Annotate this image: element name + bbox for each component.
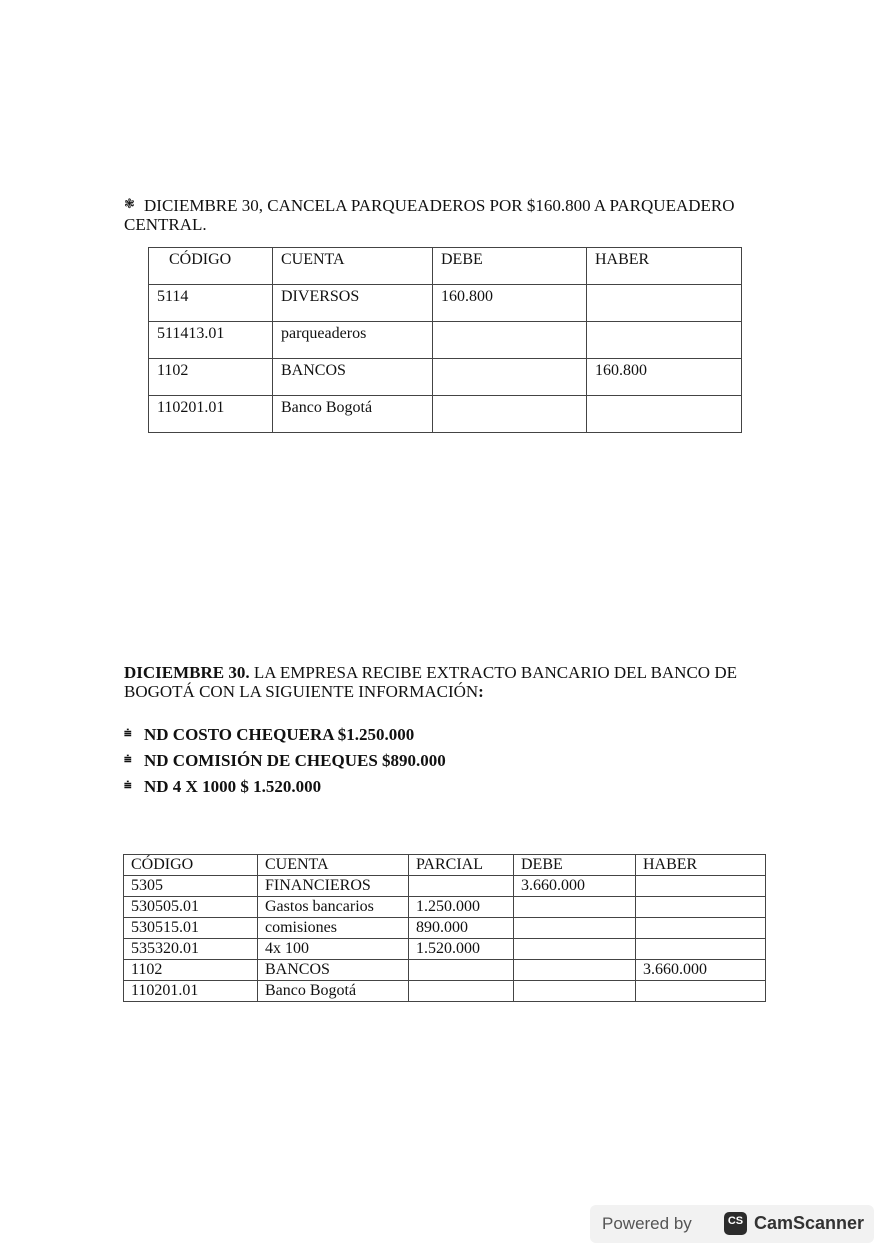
cell-cuenta: Banco Bogotá (258, 981, 409, 1002)
cell-debe: 3.660.000 (514, 876, 636, 897)
cell-haber (587, 322, 742, 359)
cell-cuenta: parqueaderos (273, 322, 433, 359)
bullet-item (124, 775, 321, 796)
table-row (124, 981, 766, 1002)
entry1-heading (124, 194, 784, 234)
bullet-marker-icon: ⩧ (124, 777, 132, 792)
cell-cuenta: comisiones (258, 918, 409, 939)
bullet-text: ND 4 X 1000 $ 1.520.000 (144, 777, 322, 796)
cell-parcial: 890.000 (409, 918, 514, 939)
table-row (149, 322, 742, 359)
powered-by-label: Powered by (602, 1214, 692, 1233)
cell-cuenta: BANCOS (273, 359, 433, 396)
cell-parcial (409, 981, 514, 1002)
cell-debe (514, 939, 636, 960)
cell-codigo: 5114 (149, 285, 273, 322)
cell-codigo: 110201.01 (149, 396, 273, 433)
table-row (124, 876, 766, 897)
cell-codigo: 1102 (124, 960, 258, 981)
cell-debe (433, 396, 587, 433)
header-cuenta: CUENTA (258, 855, 409, 876)
table-row (149, 285, 742, 322)
table-header-row (149, 248, 742, 285)
header-codigo: CÓDIGO (124, 855, 258, 876)
cell-debe: 160.800 (433, 285, 587, 322)
cell-haber (636, 918, 766, 939)
table-row (149, 396, 742, 433)
cell-parcial: 1.250.000 (409, 897, 514, 918)
cell-haber (636, 897, 766, 918)
bullet-item (124, 749, 446, 770)
logo-text: CS (727, 1215, 744, 1227)
journal-table-2 (123, 854, 766, 1002)
table-row (124, 918, 766, 939)
cell-cuenta: 4x 100 (258, 939, 409, 960)
cell-haber (587, 285, 742, 322)
header-haber: HABER (587, 248, 742, 285)
entry2-text: LA EMPRESA RECIBE EXTRACTO BANCARIO DEL BANCO DE BOGOTÁ CON LA SIGUIENTE INFORMACIÓN (124, 663, 737, 701)
cell-haber (636, 981, 766, 1002)
cell-codigo: 530515.01 (124, 918, 258, 939)
bullet-text: ND COMISIÓN DE CHEQUES $890.000 (144, 751, 446, 770)
brand-name: CamScanner (754, 1213, 865, 1233)
entry2-date: DICIEMBRE 30. (124, 663, 250, 682)
cell-cuenta: FINANCIEROS (258, 876, 409, 897)
cell-codigo: 1102 (149, 359, 273, 396)
cell-haber: 3.660.000 (636, 960, 766, 981)
header-debe: DEBE (433, 248, 587, 285)
table-row (124, 939, 766, 960)
entry2-heading (124, 663, 764, 701)
table-header-row (124, 855, 766, 876)
cell-cuenta: DIVERSOS (273, 285, 433, 322)
cell-parcial (409, 876, 514, 897)
header-parcial: PARCIAL (409, 855, 514, 876)
journal-table-1 (148, 247, 742, 433)
cell-debe (433, 359, 587, 396)
cell-debe (514, 918, 636, 939)
cell-codigo: 5305 (124, 876, 258, 897)
cell-cuenta: BANCOS (258, 960, 409, 981)
cell-parcial (409, 960, 514, 981)
asterisk-bullet-icon: ❃ (124, 196, 135, 211)
entry2-colon: : (478, 682, 484, 701)
cell-parcial: 1.520.000 (409, 939, 514, 960)
cell-haber (636, 939, 766, 960)
header-codigo: CÓDIGO (149, 248, 273, 285)
header-cuenta: CUENTA (273, 248, 433, 285)
cell-haber (587, 396, 742, 433)
bullet-item (124, 723, 414, 744)
cell-codigo: 511413.01 (149, 322, 273, 359)
cell-debe (433, 322, 587, 359)
bullet-marker-icon: ⩧ (124, 725, 132, 740)
cell-debe (514, 897, 636, 918)
cell-cuenta: Banco Bogotá (273, 396, 433, 433)
cell-cuenta: Gastos bancarios (258, 897, 409, 918)
table-row (124, 960, 766, 981)
table-row (124, 897, 766, 918)
cell-debe (514, 981, 636, 1002)
cell-haber (636, 876, 766, 897)
cell-haber: 160.800 (587, 359, 742, 396)
camscanner-watermark (590, 1205, 874, 1243)
header-haber: HABER (636, 855, 766, 876)
bullet-text: ND COSTO CHEQUERA $1.250.000 (144, 725, 415, 744)
cell-codigo: 530505.01 (124, 897, 258, 918)
table-row (149, 359, 742, 396)
bullet-marker-icon: ⩧ (124, 751, 132, 766)
cell-codigo: 535320.01 (124, 939, 258, 960)
camscanner-logo-icon (724, 1212, 747, 1235)
header-debe: DEBE (514, 855, 636, 876)
cell-codigo: 110201.01 (124, 981, 258, 1002)
entry1-text: DICIEMBRE 30, CANCELA PARQUEADEROS POR $160.800 A PARQUEADERO CENTRAL. (124, 196, 735, 234)
cell-debe (514, 960, 636, 981)
